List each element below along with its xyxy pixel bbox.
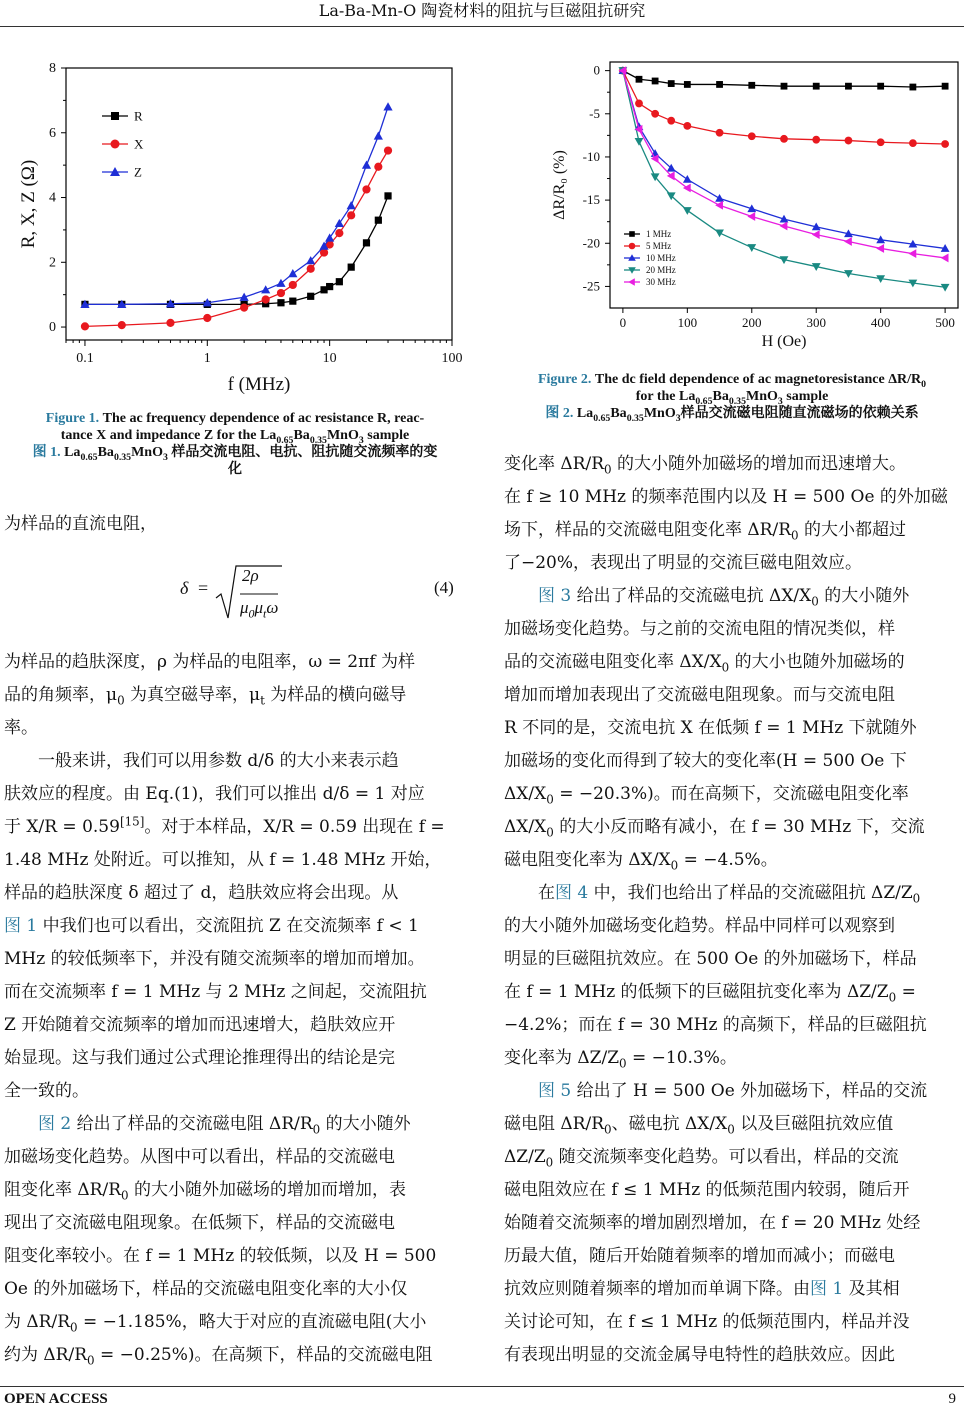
x-tick-label: 300	[806, 315, 826, 330]
sub: 0.35	[309, 434, 327, 446]
y-axis-label: R, X, Z (Ω)	[18, 159, 39, 249]
sub: 3	[358, 434, 364, 446]
paragraph-line: 图 3 给出了样品的交流磁电抗 $\Delta X/X_0$ 的大小随外	[538, 586, 910, 609]
sub: 0	[248, 606, 255, 621]
paragraph-line: 变化率为 $\Delta Z/Z_0 = -10.3\%$。	[504, 1048, 737, 1071]
figure-1-caption-cn-label: 图 1.	[32, 445, 61, 460]
data-point-x	[166, 319, 174, 327]
text: 、磁电抗 ΔX/X	[611, 1114, 728, 1134]
text: 中，我们也给出了样品的交流磁阻抗 ΔZ/Z	[588, 883, 913, 903]
legend-label-30-mhz: 30 MHz	[646, 277, 676, 288]
data-point-x	[384, 146, 392, 154]
paragraph-line: 磁电阻效应在 f ≤ 1 MHz 的低频范围内较弱，随后开	[504, 1180, 910, 1200]
figure-1-caption-en-label: Figure 1.	[45, 411, 100, 426]
text: 给出了样品的交流磁电阻 ΔR/R	[71, 1114, 313, 1134]
eq-equals: =	[198, 578, 209, 598]
data-point-30-mhz	[747, 212, 755, 221]
data-point-z	[325, 233, 334, 241]
text: 的大小随外	[320, 1114, 411, 1134]
data-point-x	[81, 322, 89, 330]
text: La	[64, 445, 81, 460]
figure-1-link[interactable]: 图 1	[4, 916, 38, 936]
paragraph-line: 在图 4 中，我们也给出了样品的交流磁阻抗 $\Delta Z/Z_0$	[538, 883, 921, 906]
data-point-1-mhz	[813, 83, 820, 90]
text: = −4.5%。	[678, 850, 778, 870]
data-point-z	[362, 161, 371, 169]
data-point-5-mhz	[909, 139, 917, 147]
y-tick-label: -10	[582, 148, 600, 164]
paragraph-line: 增加而增加表现出了交流磁电阻现象。而与交流电阻	[504, 685, 895, 705]
data-point-x	[203, 314, 211, 322]
paragraph-line: MHz 的较低频率下，并没有随交流频率的增加而增加。	[4, 949, 425, 969]
x-axis-label: H (Oe)	[761, 333, 807, 350]
data-point-5-mhz	[651, 110, 659, 118]
sub: 0.65	[80, 451, 98, 463]
text: 中我们也可以看出，交流阻抗 Z 在交流频率 f < 1	[37, 916, 419, 936]
figure-4-link[interactable]: 图 4	[555, 883, 589, 903]
data-point-5-mhz	[635, 100, 643, 108]
data-point-1-mhz	[684, 81, 691, 88]
figure-2-chart	[540, 40, 964, 360]
legend-label-r: R	[134, 108, 143, 124]
x-tick-label: 10	[322, 351, 337, 366]
text: 的大小都超过	[798, 520, 906, 540]
footer-open-access: OPEN ACCESS	[4, 1391, 108, 1407]
text: 给出了样品的交流磁电抗 ΔX/X	[571, 586, 812, 606]
data-point-1-mhz	[942, 83, 949, 90]
text: 给出了 H = 500 Oe 外加磁场下，样品的交流	[571, 1081, 928, 1101]
page-number: 9	[948, 1391, 956, 1407]
data-point-r	[375, 217, 382, 224]
x-tick-label: 100	[441, 351, 463, 366]
text: MnO	[745, 389, 778, 404]
data-point-r	[326, 283, 333, 290]
sub: 0.35	[113, 451, 132, 463]
y-tick-label: 0	[593, 62, 600, 78]
legend-marker-1-mhz	[629, 231, 635, 237]
figure-3-link[interactable]: 图 3	[538, 586, 572, 606]
sub: 3	[675, 412, 681, 424]
data-point-z	[288, 269, 297, 277]
text: 变化率 ΔR/R	[504, 454, 605, 474]
data-point-1-mhz	[781, 83, 788, 90]
paragraph-line: $\Delta X/X_0 = -20.3\%$)。而在高频下，交流磁电阻变化率	[504, 784, 909, 807]
legend-marker-5-mhz	[629, 243, 636, 250]
paragraph-line: 全一致的。	[4, 1081, 89, 1101]
data-point-20-mhz	[635, 138, 644, 146]
sub: t	[263, 606, 267, 621]
figure-1-caption-en-line1: The ac frequency dependence of ac resistance R, reac-	[102, 411, 425, 426]
data-point-1-mhz	[652, 78, 659, 85]
figure-1-caption	[0, 410, 470, 478]
text: = −10.3%。	[626, 1048, 737, 1068]
paragraph-line: $\Delta Z/Z_0$ 随交流频率变化趋势。可以看出，样品的交流	[504, 1147, 899, 1170]
paragraph-line	[504, 1273, 960, 1306]
running-header: La-Ba-Mn-O 陶瓷材料的阻抗与巨磁阻抗研究	[318, 1, 646, 20]
text: 抗效应则随着频率的增加而单调下降。由	[504, 1279, 810, 1299]
data-point-x	[347, 211, 355, 219]
figure-1-caption-cn: 样品交流电阻、电抗、阻抗随交流频率的变	[171, 445, 438, 460]
eq-number: (4)	[434, 578, 454, 597]
series-line-r	[85, 196, 388, 304]
data-point-r	[336, 278, 343, 285]
text: 。对于本样品，X/R = 0.59 出现在 f =	[144, 817, 445, 837]
figure-2-caption-en-label: Figure 2.	[537, 372, 592, 387]
data-point-x	[118, 321, 126, 329]
data-point-1-mhz	[716, 81, 723, 88]
x-tick-label: 500	[935, 315, 955, 330]
paragraph-line: 1.48 MHz 处附近。可以推知，从 f = 1.48 MHz 开始，	[4, 850, 442, 870]
figure-2-caption-cn-label: 图 2.	[545, 406, 574, 421]
text: 场下，样品的交流磁电阻变化率 ΔR/R	[504, 520, 792, 540]
y-axis-label: ΔR/R₀ (%)	[551, 150, 568, 220]
paragraph-line: 有表现出明显的交流金属导电特性的趋肤效应。因此	[504, 1345, 895, 1365]
sub: 0.65	[593, 412, 611, 424]
legend-marker-x	[111, 140, 120, 149]
data-point-z	[261, 285, 270, 293]
paragraph-line: 变化率 $\Delta R/R_0$ 的大小随外加磁场的增加而迅速增大。	[504, 454, 906, 477]
data-point-z	[374, 131, 383, 139]
paragraph-line: 加磁场变化趋势。与之前的交流电阻的情况类似，样	[504, 619, 895, 639]
right-column-body	[504, 448, 960, 1372]
paragraph-line: 为样品的趋肤深度，ρ 为样品的电阻率，ω = 2πf 为样	[4, 652, 415, 672]
eq-numerator: 2ρ	[242, 566, 259, 585]
data-point-20-mhz	[715, 230, 724, 238]
text: 磁电阻 ΔR/R	[504, 1114, 605, 1134]
paragraph-line: 场下，样品的交流磁电阻变化率 $\Delta R/R_0$ 的大小都超过	[504, 520, 906, 543]
paragraph-line: 的大小随外加磁场变化趋势。样品中同样可以观察到	[504, 916, 895, 936]
data-point-30-mhz	[941, 254, 949, 263]
paragraph-line: 始显现。这与我们通过公式理论推理得出的结论是完	[4, 1048, 395, 1068]
text: sample	[786, 389, 829, 404]
text: 在	[538, 883, 555, 903]
paragraph-line: 为 $\Delta R/R_0 = -1.185\%$，略大于对应的直流磁电阻(大小	[4, 1312, 427, 1335]
legend-label-z: Z	[134, 164, 142, 180]
text: ΔX/X	[504, 784, 547, 804]
paragraph-line: 阻变化率较小。在 f = 1 MHz 的较低频，以及 H = 500	[4, 1246, 437, 1266]
text: Ba	[610, 406, 627, 421]
sub: t	[260, 693, 265, 708]
legend-label-10-mhz: 10 MHz	[646, 253, 676, 264]
sub: 0.65	[695, 395, 713, 407]
text: 的大小随外加磁场的增加而迅速增大。	[611, 454, 906, 474]
paragraph-line: 在 f = 1 MHz 的低频下的巨磁阻抗变化率为 $\Delta Z/Z_0$ =	[504, 982, 916, 1005]
left-column	[4, 508, 460, 541]
figure-2-caption-en-line2: for the La	[635, 389, 696, 404]
paragraph-line: R 不同的是，交流电抗 X 在低频 f = 1 MHz 下就随外	[504, 718, 917, 738]
text: 品的交流磁电阻变化率 ΔX/X	[504, 652, 722, 672]
paragraph-line: 加磁场变化趋势。从图中可以看出，样品的交流磁电	[4, 1147, 395, 1167]
paragraph-line: 阻变化率 $\Delta R/R_0$ 的大小随外加磁场的增加而增加，表	[4, 1180, 406, 1203]
text: sample	[367, 428, 410, 443]
text: MnO	[643, 406, 676, 421]
sub: 3	[162, 451, 168, 463]
citation[interactable]: [15]	[119, 814, 145, 829]
text: 的大小随外加磁场的增加而增加，表	[128, 1180, 406, 1200]
data-point-r	[277, 299, 284, 306]
data-point-x	[335, 229, 343, 237]
text: 的大小随外	[818, 586, 910, 606]
sub: 0	[117, 693, 125, 708]
legend-label-5-mhz: 5 MHz	[646, 241, 672, 252]
paragraph-line	[4, 679, 460, 712]
y-tick-label: 0	[49, 320, 56, 336]
text: 为真空磁导率，μ	[124, 685, 261, 705]
text: =	[896, 982, 916, 1002]
text: ΔZ/Z	[504, 1147, 546, 1167]
paragraph-line: 磁电阻变化率为 $\Delta X/X_0 = -4.5\%$。	[504, 850, 778, 873]
data-point-5-mhz	[780, 135, 788, 143]
data-point-r	[384, 192, 391, 199]
data-point-10-mhz	[683, 175, 692, 183]
plot-frame	[66, 68, 452, 340]
data-point-1-mhz	[909, 84, 916, 91]
text: 于 X/R = 0.59	[4, 817, 120, 837]
figure-1-link[interactable]: 图 1	[810, 1279, 844, 1299]
text: 约为 ΔR/R	[4, 1345, 88, 1365]
text: 的大小反而略有减小，在 f = 30 MHz 下，交流	[553, 817, 925, 837]
data-point-30-mhz	[876, 244, 884, 253]
figure-1-caption-en-line2: tance X and impedance Z for the La	[60, 428, 277, 443]
data-point-1-mhz	[748, 82, 755, 89]
text: = −1.185%，略大于对应的直流磁电阻(大小	[77, 1312, 427, 1332]
paragraph-line: Z 开始随着交流频率的增加而迅速增大，趋肤效应开	[4, 1015, 396, 1035]
y-tick-label: 2	[49, 255, 56, 271]
y-tick-label: -5	[589, 105, 600, 121]
figure-1-chart	[0, 40, 470, 400]
data-point-5-mhz	[683, 122, 691, 130]
y-tick-label: 4	[49, 190, 56, 206]
legend-label-20-mhz: 20 MHz	[646, 265, 676, 276]
eq-denominator	[240, 598, 279, 621]
data-point-1-mhz	[877, 83, 884, 90]
text: 在 f = 1 MHz 的低频下的巨磁阻抗变化率为 ΔZ/Z	[504, 982, 889, 1002]
data-point-30-mhz	[844, 237, 852, 246]
text: 磁电阻变化率为 ΔX/X	[504, 850, 671, 870]
sub: 0	[921, 378, 927, 390]
text: 为 ΔR/R	[4, 1312, 71, 1332]
sub: 0.35	[626, 412, 644, 424]
text: 及其相	[843, 1279, 900, 1299]
data-point-r	[289, 298, 296, 305]
data-point-30-mhz	[715, 201, 723, 210]
data-point-z	[383, 102, 392, 110]
paragraph-line: −4.2%；而在 f = 30 MHz 的高频下，样品的巨磁阻抗	[504, 1015, 927, 1035]
data-point-x	[374, 163, 382, 171]
paragraph-line: 关讨论可知，在 f ≤ 1 MHz 的低频范围内，样品并没	[504, 1312, 910, 1332]
text: 变化率为 ΔZ/Z	[504, 1048, 620, 1068]
text: 的大小也随外加磁场的	[729, 652, 905, 672]
data-point-x	[240, 304, 248, 312]
x-axis-label: f (MHz)	[227, 374, 291, 395]
text: Ba	[293, 428, 310, 443]
paragraph-line: 磁电阻 $\Delta R/R_0$、磁电抗 $\Delta X/X_0$ 以及巨磁阻抗效应值	[504, 1114, 894, 1137]
data-point-10-mhz	[715, 194, 724, 202]
figure-1-caption-cn-line2: 化	[228, 462, 242, 477]
figure-2-caption	[500, 371, 964, 422]
legend-marker-r	[111, 112, 119, 120]
sub: 0.35	[728, 395, 746, 407]
x-tick-label: 0.1	[76, 351, 94, 366]
legend-marker-30-mhz	[628, 278, 635, 286]
data-point-5-mhz	[877, 138, 885, 146]
data-point-30-mhz	[812, 230, 820, 239]
text: ΔX/X	[504, 817, 547, 837]
paragraph-line: 为样品的直流电阻，	[4, 514, 157, 534]
figure-2-caption-en-line1: The dc field dependence of ac magnetoresistance ΔR/R	[594, 372, 922, 387]
y-tick-label: 8	[49, 61, 56, 76]
paragraph-line: 加磁场的变化而得到了较大的变化率(H = 500 Oe 下	[504, 751, 907, 771]
text: Ba	[97, 445, 114, 460]
text: 为样品的横向磁导	[264, 685, 407, 705]
data-point-z	[335, 219, 344, 227]
x-tick-label: 0	[619, 315, 627, 330]
paragraph-line: 明显的巨磁阻抗效应。在 500 Oe 的外加磁场下，样品	[504, 949, 917, 969]
eq-lhs: δ	[180, 578, 189, 598]
paragraph-line: 一般来讲，我们可以用参数 d/δ 的大小来表示趋	[38, 751, 399, 771]
data-point-20-mhz	[683, 207, 692, 215]
paragraph-line: 图 2 给出了样品的交流磁电阻 $\Delta R/R_0$ 的大小随外	[38, 1114, 411, 1137]
sub: 3	[777, 395, 783, 407]
data-point-5-mhz	[748, 132, 756, 140]
y-tick-label: -15	[582, 192, 600, 208]
data-point-r	[363, 239, 370, 246]
y-tick-label: 6	[49, 125, 56, 141]
x-tick-label: 400	[870, 315, 891, 330]
text: MnO	[326, 428, 359, 443]
data-point-x	[262, 295, 270, 303]
text: 随交流频率变化趋势。可以看出，样品的交流	[553, 1147, 899, 1167]
paragraph-line: 率。	[4, 718, 38, 738]
data-point-r	[348, 264, 355, 271]
legend-label-1-mhz: 1 MHz	[646, 229, 672, 240]
x-tick-label: 100	[677, 315, 698, 330]
data-point-x	[307, 265, 315, 273]
text: = −20.3%)。而在高频下，交流磁电阻变化率	[553, 784, 909, 804]
data-point-z	[347, 201, 356, 209]
text: 以及巨磁阻抗效应值	[734, 1114, 894, 1134]
paragraph-line: 在 f ≥ 10 MHz 的频率范围内以及 H = 500 Oe 的外加磁	[504, 487, 948, 507]
x-tick-label: 200	[742, 315, 762, 330]
paragraph-line: 始随着交流频率的增加剧烈增加，在 f = 20 MHz 处经	[504, 1213, 921, 1233]
data-point-30-mhz	[908, 249, 916, 258]
paragraph-line: 而在交流频率 f = 1 MHz 与 2 MHz 之间起，交流阻抗	[4, 982, 427, 1002]
paragraph-line: 品的交流磁电阻变化率 $\Delta X/X_0$ 的大小也随外加磁场的	[504, 652, 905, 675]
legend-label-x: X	[134, 136, 144, 152]
data-point-x	[362, 185, 370, 193]
figure-2-link[interactable]: 图 2	[38, 1114, 72, 1134]
paragraph-line: Oe 的外加磁场下，样品的交流磁电阻变化率的大小仅	[4, 1279, 408, 1299]
data-point-x	[277, 289, 285, 297]
text: μ	[240, 598, 249, 617]
text: 品的角频率，μ	[4, 685, 118, 705]
text: MnO	[131, 445, 163, 460]
figure-2-caption-cn: 样品交流磁电阻随直流磁场的依赖关系	[680, 406, 919, 421]
series-line-x	[85, 151, 388, 327]
data-point-5-mhz	[716, 129, 724, 137]
data-point-x	[289, 281, 297, 289]
text: ω	[266, 598, 279, 617]
paragraph-line: 约为 $\Delta R/R_0 = -0.25\%$)。在高频下，样品的交流磁电阻	[4, 1345, 433, 1368]
paragraph-line	[504, 1075, 960, 1108]
x-tick-label: 1	[203, 351, 211, 366]
data-point-r	[307, 293, 314, 300]
data-point-30-mhz	[780, 222, 788, 231]
figure-5-link[interactable]: 图 5	[538, 1081, 572, 1101]
left-column-body	[4, 646, 460, 1372]
footer-rule	[0, 1386, 964, 1387]
paragraph-line: 现出了交流磁电阻现象。在低频下，样品的交流磁电	[4, 1213, 395, 1233]
paragraph-line: 样品的趋肤深度 δ 超过了 d，趋肤效应将会出现。从	[4, 883, 399, 903]
paragraph-line: 历最大值，随后开始随着频率的增加而减小；而磁电	[504, 1246, 895, 1266]
text: μ	[254, 598, 264, 617]
series-line-z	[85, 107, 388, 305]
y-tick-label: -20	[582, 235, 600, 251]
header-rule	[0, 26, 964, 27]
text: La	[576, 406, 594, 421]
data-point-5-mhz	[941, 140, 949, 148]
paragraph-line: 肤效应的程度。由 Eq.(1)，我们可以推出 d/δ = 1 对应	[4, 784, 425, 804]
text: = −0.25%)。在高频下，样品的交流磁电阻	[94, 1345, 433, 1365]
equation-4	[180, 562, 460, 626]
text: Ba	[712, 389, 729, 404]
data-point-1-mhz	[636, 76, 643, 83]
data-point-5-mhz	[812, 136, 820, 144]
data-point-5-mhz	[845, 137, 853, 145]
text: 阻变化率 ΔR/R	[4, 1180, 122, 1200]
paragraph-line: 了−20%，表现出了明显的交流巨磁电阻效应。	[504, 553, 863, 573]
data-point-1-mhz	[668, 80, 675, 87]
y-tick-label: -25	[582, 278, 600, 294]
data-point-5-mhz	[667, 117, 675, 125]
paragraph-line	[4, 811, 460, 844]
data-point-20-mhz	[941, 284, 950, 292]
paragraph-line: $\Delta X/X_0$ 的大小反而略有减小，在 f = 30 MHz 下，交流	[504, 817, 925, 840]
paragraph-line	[4, 910, 460, 943]
sub: 0.65	[276, 434, 294, 446]
data-point-1-mhz	[845, 83, 852, 90]
